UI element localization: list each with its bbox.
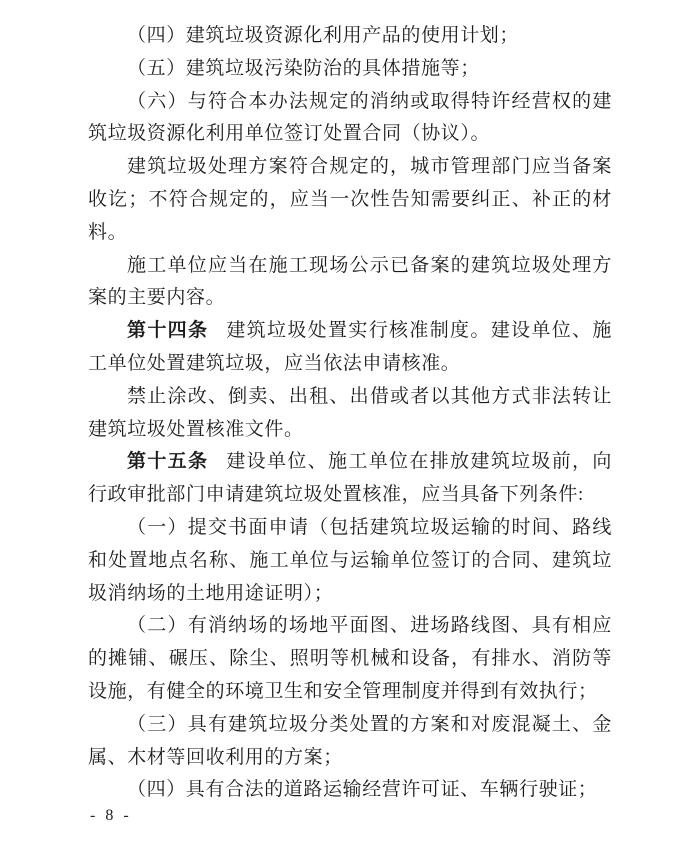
paragraph-text: （五）建筑垃圾污染防治的具体措施等； (127, 57, 480, 79)
paragraph (88, 774, 612, 807)
paragraph (88, 53, 612, 86)
paragraph (88, 610, 612, 708)
page-number: - 8 - (90, 807, 132, 824)
paragraph-text: （四）建筑垃圾资源化利用产品的使用计划； (127, 25, 520, 46)
paragraph (88, 250, 612, 316)
paragraph-article-14 (88, 315, 612, 381)
paragraph-text: 禁止涂改、倒卖、出租、出借或者以其他方式非法转让建筑垃圾处置核准文件。 (88, 385, 612, 440)
paragraph-text: 建筑垃圾处理方案符合规定的，城市管理部门应当备案收讫；不符合规定的，应当一次性告知需要纠正、补正的材料。 (88, 156, 612, 243)
paragraph (88, 20, 612, 53)
paragraph (88, 151, 612, 249)
paragraph (88, 512, 612, 610)
document-body (88, 20, 612, 807)
paragraph-text: 建筑垃圾处置实行核准制度。建设单位、施工单位处置建筑垃圾，应当依法申请核准。 (88, 320, 612, 374)
paragraph (88, 709, 612, 775)
paragraph (88, 86, 612, 152)
paragraph-text: 建设单位、施工单位在排放建筑垃圾前，向行政审批部门申请建筑垃圾处置核准，应当具备下列条件: (88, 451, 612, 506)
paragraph-article-15 (88, 446, 612, 512)
paragraph-text: （六）与符合本办法规定的消纳或取得特许经营权的建筑垃圾资源化利用单位签订处置合同（协议）。 (88, 90, 612, 145)
paragraph (88, 381, 612, 447)
paragraph-text: （三）具有建筑垃圾分类处置的方案和对废混凝土、金属、木材等回收利用的方案； (88, 713, 612, 768)
article-lead: 第十四条 (127, 320, 209, 342)
paragraph-text: （二）有消纳场的场地平面图、进场路线图、具有相应的摊铺、碾压、除尘、照明等机械和设备，有排水、消防等设施，有健全的环境卫生和安全管理制度并得到有效执行； (88, 615, 612, 702)
paragraph-text: （四）具有合法的道路运输经营许可证、车辆行驶证； (127, 779, 598, 801)
paragraph-text: 施工单位应当在施工现场公示已备案的建筑垃圾处理方案的主要内容。 (88, 254, 612, 309)
paragraph-text: （一）提交书面申请（包括建筑垃圾运输的时间、路线和处置地点名称、施工单位与运输单位签订的合同、建筑垃圾消纳场的土地用途证明）； (88, 516, 612, 604)
article-lead: 第十五条 (127, 451, 209, 473)
